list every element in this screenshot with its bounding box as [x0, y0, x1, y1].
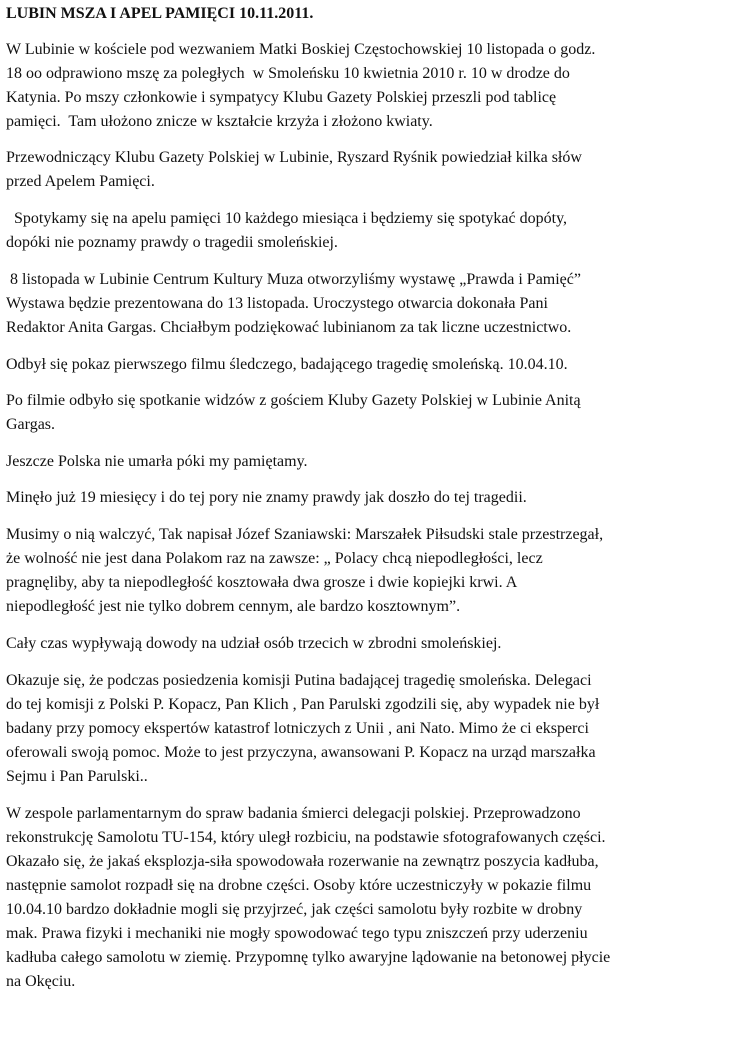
paragraph-11-line-2: do tej komisji z Polski P. Kopacz, Pan Klich , Pan Parulski zgodzili się, aby wypadek nie był — [6, 696, 600, 713]
paragraph-4-line-3: Redaktor Anita Gargas. Chciałbym podziękować lubinianom za tak liczne uczestnictwo. — [6, 319, 572, 336]
paragraph-10-line-1: Cały czas wypływają dowody na udział osób trzecich w zbrodni smoleńskiej. — [6, 635, 502, 652]
paragraph-3-line-1: Spotykamy się na apelu pamięci 10 każdego miesiąca i będziemy się spotykać dopóty, — [6, 210, 568, 227]
paragraph-11-line-3: badany przy pomocy ekspertów katastrof lotniczych z Unii , ani Nato. Mimo że ci eksperci — [6, 720, 589, 737]
paragraph-12-line-7: kadłuba całego samolotu w ziemię. Przypomnę tylko awaryjne lądowanie na betonowej płycie — [6, 949, 611, 966]
paragraph-12-line-2: rekonstrukcję Samolotu TU-154, który uległ rozbiciu, na podstawie sfotografowanych części. — [6, 829, 606, 846]
paragraph-3-line-2: dopóki nie poznamy prawdy o tragedii smoleńskiej. — [6, 234, 338, 251]
paragraph-9-line-2: że wolność nie jest dana Polakom raz na zawsze: „ Polacy chcą niepodległości, lecz — [6, 550, 543, 567]
paragraph-11-line-4: oferowali swoją pomoc. Może to jest przyczyna, awansowani P. Kopacz na urząd marszałka — [6, 744, 596, 761]
paragraph-7-line-1: Jeszcze Polska nie umarła póki my pamiętamy. — [6, 453, 308, 470]
paragraph-1-line-4: pamięci. Tam ułożono znicze w kształcie krzyża i złożono kwiaty. — [6, 113, 433, 130]
document-title: LUBIN MSZA I APEL PAMIĘCI 10.11.2011. — [6, 5, 314, 22]
paragraph-2-line-1: Przewodniczący Klubu Gazety Polskiej w Lubinie, Ryszard Ryśnik powiedział kilka słów — [6, 149, 582, 166]
paragraph-12-line-3: Okazało się, że jakaś eksplozja-siła spowodowała rozerwanie na zewnątrz poszycia kadłuba, — [6, 853, 599, 870]
paragraph-12-line-5: 10.04.10 bardzo dokładnie mogli się przyjrzeć, jak części samolotu były rozbite w drobny — [6, 901, 583, 918]
paragraph-4-line-1: 8 listopada w Lubinie Centrum Kultury Muza otworzyliśmy wystawę „Prawda i Pamięć” — [6, 271, 581, 288]
paragraph-9-line-1: Musimy o nią walczyć, Tak napisał Józef Szaniawski: Marszałek Piłsudski stale przestrzegał, — [6, 526, 604, 543]
paragraph-11-line-1: Okazuje się, że podczas posiedzenia komisji Putina badającej tragedię smoleńska. Delegaci — [6, 672, 592, 689]
paragraph-12-line-8: na Okęciu. — [6, 973, 76, 990]
paragraph-8-line-1: Minęło już 19 miesięcy i do tej pory nie znamy prawdy jak doszło do tej tragedii. — [6, 489, 527, 506]
paragraph-5-line-1: Odbył się pokaz pierwszego filmu śledczego, badającego tragedię smoleńską. 10.04.10. — [6, 356, 568, 373]
paragraph-1-line-2: 18 oo odprawiono mszę za poległych w Smoleńsku 10 kwietnia 2010 r. 10 w drodze do — [6, 65, 570, 82]
paragraph-9-line-3: pragnęliby, aby ta niepodległość kosztowała dwa grosze i dwie kopiejki krwi. A — [6, 574, 518, 591]
paragraph-12-line-4: następnie samolot rozpadł się na drobne części. Osoby które uczestniczyły w pokazie filmu — [6, 877, 592, 894]
paragraph-12-line-6: mak. Prawa fizyki i mechaniki nie mogły spowodować tego typu zniszczeń przy uderzeniu — [6, 925, 588, 942]
paragraph-12-line-1: W zespole parlamentarnym do spraw badania śmierci delegacji polskiej. Przeprowadzono — [6, 805, 581, 822]
paragraph-2-line-2: przed Apelem Pamięci. — [6, 173, 155, 190]
paragraph-9-line-4: niepodległość jest nie tylko dobrem cennym, ale bardzo kosztownym”. — [6, 598, 461, 615]
paragraph-4-line-2: Wystawa będzie prezentowana do 13 listopada. Uroczystego otwarcia dokonała Pani — [6, 295, 548, 312]
paragraph-6-line-2: Gargas. — [6, 416, 56, 433]
paragraph-11-line-5: Sejmu i Pan Parulski.. — [6, 768, 148, 785]
paragraph-1-line-1: W Lubinie w kościele pod wezwaniem Matki Boskiej Częstochowskiej 10 listopada o godz. — [6, 41, 596, 58]
paragraph-6-line-1: Po filmie odbyło się spotkanie widzów z gościem Kluby Gazety Polskiej w Lubinie Anitą — [6, 392, 581, 409]
paragraph-1-line-3: Katynia. Po mszy członkowie i sympatycy Klubu Gazety Polskiej przeszli pod tablicę — [6, 89, 557, 106]
